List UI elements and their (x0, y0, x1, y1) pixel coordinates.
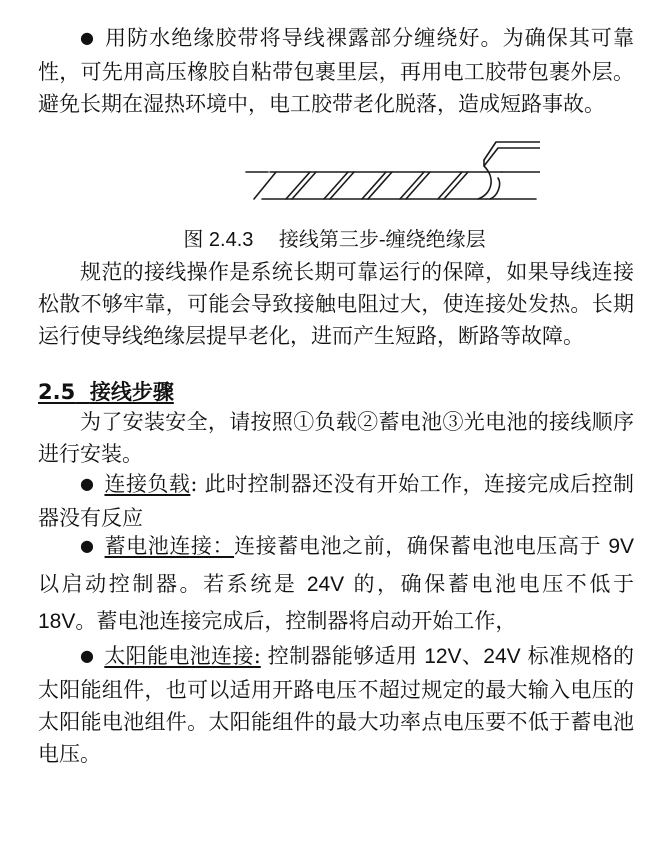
section-heading (38, 377, 174, 407)
bullet-label: 连接负载 (104, 472, 191, 496)
voltage-value: 18V (38, 610, 76, 633)
bullet-battery-connection (38, 528, 634, 640)
bullet-text: 连接蓄电池之前，确保蓄电池电压高于 (234, 534, 609, 558)
bullet-connect-load (38, 468, 634, 534)
wire-wrapped-with-insulation-tape-illustration (240, 138, 540, 204)
bullet-icon: ● (80, 646, 95, 665)
paragraph-install-order (38, 406, 634, 470)
bullet-solar-connection (38, 640, 634, 770)
paragraph-text: 为了安装安全，请按照①负载②蓄电池③光电池的接线顺序进行安装。 (38, 410, 634, 466)
voltage-value: 9V (608, 535, 635, 558)
bullet-text: : 此时控制器还没有开始工作，连接完成后控制器没有反应 (38, 472, 634, 530)
bullet-text: 以启动控制器。若系统是 (38, 572, 307, 596)
bullet-label: 太阳能电池连接: (104, 644, 261, 668)
figure-caption-text: 接线第三步-缠绕绝缘层 (278, 227, 486, 251)
bullet-text: 的，确保蓄电池电压不低于 (344, 572, 634, 596)
paragraph-text: 用防水绝缘胶带将导线裸露部分缠绕好。为确保其可靠性，可先用高压橡胶自粘带包裹里层，再用电工胶带包裹外层。避免长期在湿热环境中，电工胶带老化脱落，造成短路事故。 (38, 26, 634, 116)
bullet-text: 控制器能够适用 (260, 644, 425, 668)
paragraph-tape-wrapping (38, 22, 634, 120)
bullet-text: 。蓄电池连接完成后，控制器将启动开始工作， (75, 609, 517, 633)
section-number: 2.5 (38, 380, 76, 404)
bullet-text: 、 (461, 644, 484, 668)
paragraph-reliability (38, 256, 634, 352)
bullet-icon: ● (80, 536, 95, 555)
paragraph-text: 规范的接线操作是系统长期可靠运行的保障，如果导线连接松散不够牢靠，可能会导致接触电阻过大，使连接处发热。长期运行使导线绝缘层提早老化，进而产生短路，断路等故障。 (38, 260, 634, 348)
bullet-icon: ● (80, 28, 96, 47)
bullet-label: 蓄电池连接： (104, 534, 235, 558)
figure-caption (0, 224, 669, 255)
bullet-text: 标准规格的太阳能组件，也可以适用开路电压不超过规定的最大输入电压的太阳能电池组件。太阳能组件的最大功率点电压要不低于蓄电池电压。 (38, 644, 635, 766)
voltage-value: 24V (483, 645, 521, 668)
voltage-value: 24V (306, 573, 345, 596)
section-title: 接线步骤 (89, 380, 174, 404)
bullet-icon: ● (80, 474, 95, 493)
figure-number: 图 2.4.3 (183, 229, 254, 251)
voltage-value: 12V (424, 645, 462, 668)
